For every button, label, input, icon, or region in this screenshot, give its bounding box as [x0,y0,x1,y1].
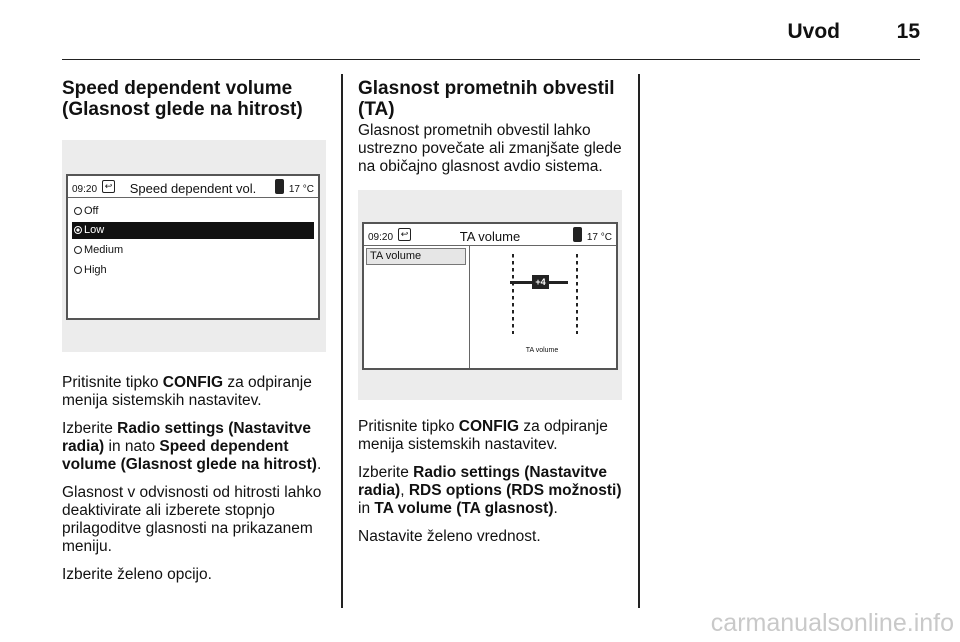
slider-label: TA volume [525,347,559,354]
radio-icon [74,207,82,215]
temperature: 17 °C [586,232,612,243]
watermark: carmanualsonline.info [710,609,954,637]
paragraph: Nastavite želeno vrednost. [358,528,541,545]
screen-title: TA volume [459,229,521,244]
section-title: Uvod [787,20,840,43]
radio-icon [74,266,82,274]
paragraph: Izberite želeno opcijo. [62,566,212,583]
paragraph: Pritisnite tipko CONFIG za odpiranje menija sistemskih nastavitev. [358,418,608,453]
slider-panel [472,246,616,368]
section-heading: Glasnost prometnih obvestil (TA) [358,78,615,120]
menu-item-ta-volume: TA volume [366,248,466,265]
display-screen [66,174,320,320]
thermometer-icon [573,227,582,242]
option-off: Off [72,203,314,220]
paragraph: Glasnost v odvisnosti od hitrosti lahko deaktivirate ali izberete stopnjo prilagoditve glasnosti na prikazanem meniju. [62,484,322,555]
menu-panel [364,246,470,368]
option-high: High [72,262,314,279]
temperature: 17 °C [288,184,314,195]
page-number: 15 [896,20,920,43]
middle-column [358,78,626,556]
clock: 09:20 [368,232,394,243]
column-divider [638,74,640,608]
section-heading: Speed dependent volume (Glasnost glede na hitrost) [62,78,303,120]
status-bar [68,176,318,198]
back-icon: ↩ [398,228,411,241]
paragraph: Izberite Radio settings (Nastavitve radia) in nato Speed dependent volume (Glasnost glede na hitrost). [62,420,322,473]
left-column [62,78,327,594]
display-screen [362,222,618,370]
option-medium: Medium [72,242,314,259]
slider-scale-left [512,254,514,334]
intro-paragraph: Glasnost prometnih obvestil lahko ustrezno povečate ali zmanjšate glede na običajno glasnost avdio sistema. [358,122,622,175]
back-icon: ↩ [102,180,115,193]
slider-value: +4 [532,275,549,289]
status-bar [364,224,616,246]
thermometer-icon [275,179,284,194]
paragraph: Pritisnite tipko CONFIG za odpiranje menija sistemskih nastavitev. [62,374,312,409]
ta-volume-screen-figure [358,190,622,400]
option-low: Low [72,222,314,239]
paragraph: Izberite Radio settings (Nastavitve radia), RDS options (RDS možnosti) in TA volume (TA glasnost). [358,464,622,517]
screen-title: Speed dependent vol. [129,181,257,196]
speed-volume-screen-figure [62,140,326,352]
radio-selected-icon [74,226,82,234]
column-divider [341,74,343,608]
clock: 09:20 [72,184,98,195]
slider-scale-right [576,254,578,334]
radio-icon [74,246,82,254]
page-header [62,18,920,60]
